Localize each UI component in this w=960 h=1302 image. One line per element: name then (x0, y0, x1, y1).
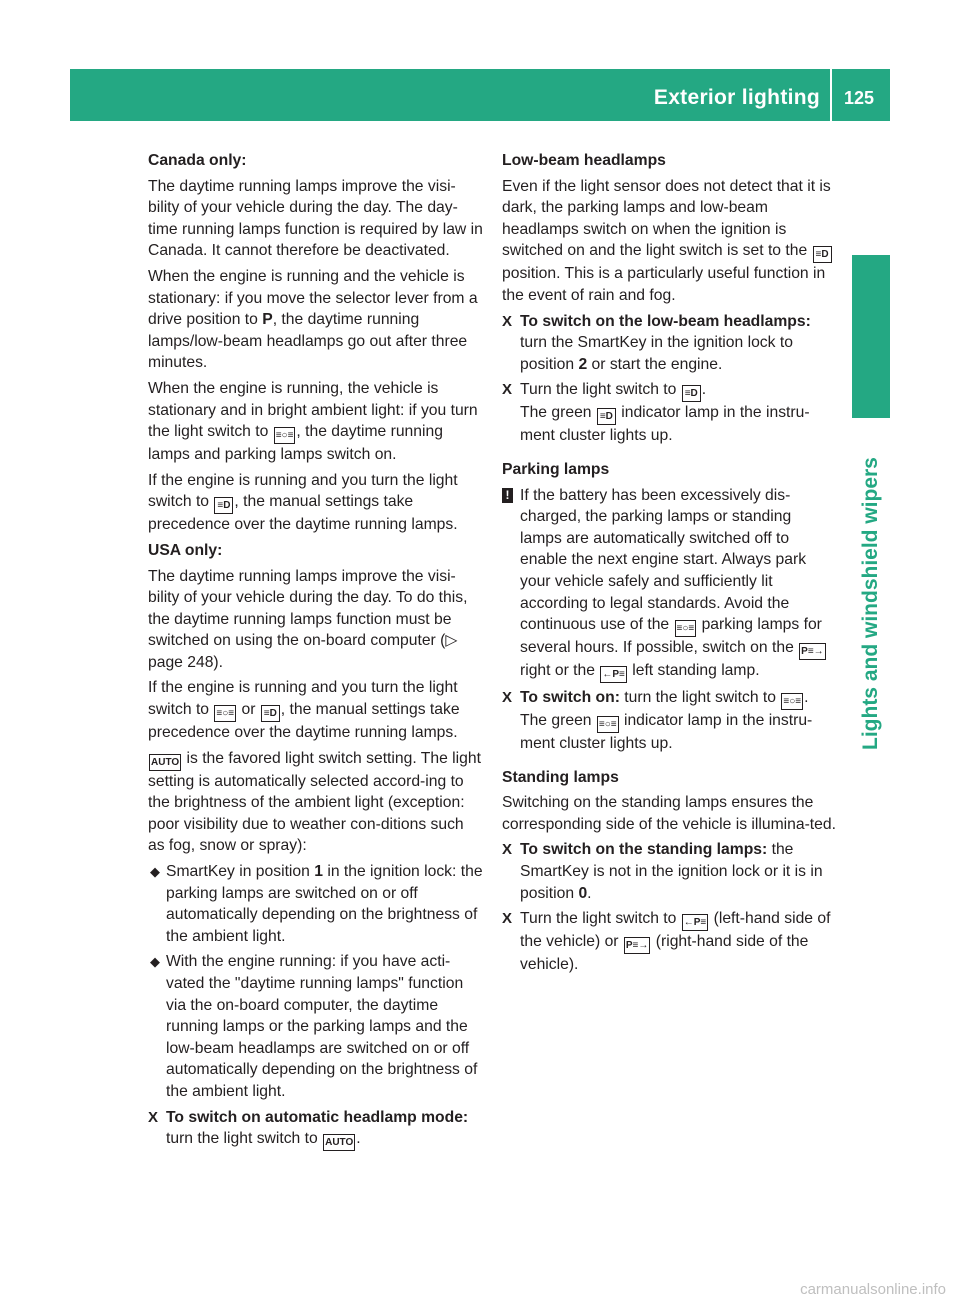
step-arrow-icon: X (502, 689, 513, 707)
low-beam-icon: ≡D (597, 408, 616, 425)
list-item: ◆ With the engine running: if you have acti-vated the "daytime running lamps" function via the on-board computer, the daytime running lamps or the parking lamps and the low-beam headlamps are switched on or off automatically depending on the brightness of the ambient light. (150, 953, 478, 1100)
right-standing-lamp-icon: P≡→ (799, 643, 826, 660)
canada-para-1: The daytime running lamps improve the visi-bility of your vehicle during the day. The day-time running lamps function is required by law in Canada. It cannot therefore be deactivated. (148, 177, 483, 260)
step-auto-headlamp: X To switch on automatic headlamp mode: turn the light switch to AUTO . (148, 1107, 483, 1152)
bullet-icon: ◆ (150, 864, 160, 880)
watermark: carmanualsonline.info (800, 1281, 946, 1298)
low-beam-heading: Low-beam headlamps (502, 152, 666, 169)
parking-lamp-icon: ≡○≡ (214, 705, 236, 722)
standing-heading: Standing lamps (502, 768, 619, 786)
step-standing-2: X Turn the light switch to ←P≡ (left-hand side of the vehicle) or P≡→ (right-hand side of the vehicle). (502, 910, 831, 974)
usa-heading: USA only: (148, 541, 223, 559)
left-column (148, 150, 483, 1155)
parking-lamp-icon: ≡○≡ (675, 620, 697, 637)
low-beam-para: Even if the light sensor does not detect that it is dark, the parking lamps and low-beam headlamps switch on when the ignition is switched on and the light switch is set to the ≡D position. This is a particularly useful function in the event of rain and fog. (502, 177, 831, 304)
header-bar (70, 69, 890, 121)
low-beam-icon: ≡D (261, 705, 280, 722)
usa-para-1: The daytime running lamps improve the visi-bility of your vehicle during the day. To do this, the daytime running lamps function must be switched on using the on-board computer (▷ page 248). (148, 567, 468, 671)
left-standing-lamp-icon: ←P≡ (682, 914, 709, 931)
canada-para-4: If the engine is running and you turn the light switch to ≡D , the manual settings take precedence over the daytime running lamps. (148, 471, 458, 534)
side-tab (852, 255, 890, 418)
step-arrow-icon: X (502, 312, 513, 330)
low-beam-icon: ≡D (214, 497, 233, 514)
usa-para-2: If the engine is running and you turn the light switch to ≡○≡ or ≡D , the manual settings take precedence over the daytime running lamps. (148, 679, 460, 742)
bullet-icon: ◆ (150, 954, 160, 970)
auto-icon: AUTO (323, 1134, 355, 1151)
list-item: ◆ SmartKey in position 1 in the ignition lock: the parking lamps are switched on or off automatically depending on the brightness of the ambient light. (150, 863, 483, 945)
canada-para-3: When the engine is running, the vehicle is stationary and in bright ambient light: if you turn the light switch to ≡○≡ , the daytime running lamps and parking lamps switch on. (148, 379, 478, 464)
section-label: Lights and windshield wipers (859, 457, 882, 750)
warning-icon: ! (502, 488, 513, 503)
right-standing-lamp-icon: P≡→ (624, 937, 651, 954)
step-arrow-icon: X (502, 381, 513, 399)
low-beam-icon: ≡D (682, 385, 701, 402)
standing-para: Switching on the standing lamps ensures the corresponding side of the vehicle is illumina-ted. (502, 794, 836, 833)
step-standing-1: X To switch on the standing lamps: the SmartKey is not in the ignition lock or it is in position 0. (502, 841, 823, 902)
parking-lamp-icon: ≡○≡ (274, 427, 296, 444)
auto-icon: AUTO (149, 754, 181, 771)
step-arrow-icon: X (148, 1108, 159, 1126)
page-title: Exterior lighting (653, 86, 820, 109)
right-column (502, 150, 837, 980)
parking-heading: Parking lamps (502, 460, 610, 478)
step-low-beam-1: X To switch on the low-beam headlamps: turn the SmartKey in the ignition lock to position 2 or start the engine. (502, 312, 811, 373)
step-arrow-icon: X (502, 910, 513, 928)
canada-heading: Canada only: (148, 152, 247, 169)
parking-lamp-icon: ≡○≡ (597, 716, 619, 733)
parking-lamp-icon: ≡○≡ (781, 693, 803, 710)
page-number: 125 (843, 88, 874, 108)
step-low-beam-2: X Turn the light switch to ≡D . The green ≡D indicator lamp in the instru-ment cluster lights up. (502, 381, 810, 445)
canada-para-2: When the engine is running and the vehicle is stationary: if you move the selector lever from a drive position to P, the daytime running lamps/low-beam headlamps go out after three minutes. (148, 267, 478, 372)
low-beam-icon: ≡D (813, 246, 832, 263)
header-divider (830, 69, 832, 121)
step-arrow-icon: X (502, 841, 513, 859)
step-parking: X To switch on: turn the light switch to ≡○≡ . The green ≡○≡ indicator lamp in the instru-ment cluster lights up. (502, 689, 813, 753)
warning-note: ! If the battery has been excessively dis-charged, the parking lamps or standing lamps are automatically switched off to enable the next engine start. Always park your vehicle safely and sufficiently lit according to legal standards. Avoid the continuous use of the ≡○≡ parking lamps for several hours. If possible, switch on the P≡→ right or the ←P≡ left standing lamp. (502, 485, 837, 684)
left-standing-lamp-icon: ←P≡ (600, 666, 627, 683)
page-ref-arrow-icon: ▷ (445, 632, 458, 650)
auto-para: AUTO is the favored light switch setting. The light setting is automatically selected accord-ing to the brightness of the ambient light (exception: poor visibility due to weather con-ditions such as fog, snow or spray): (148, 749, 481, 855)
